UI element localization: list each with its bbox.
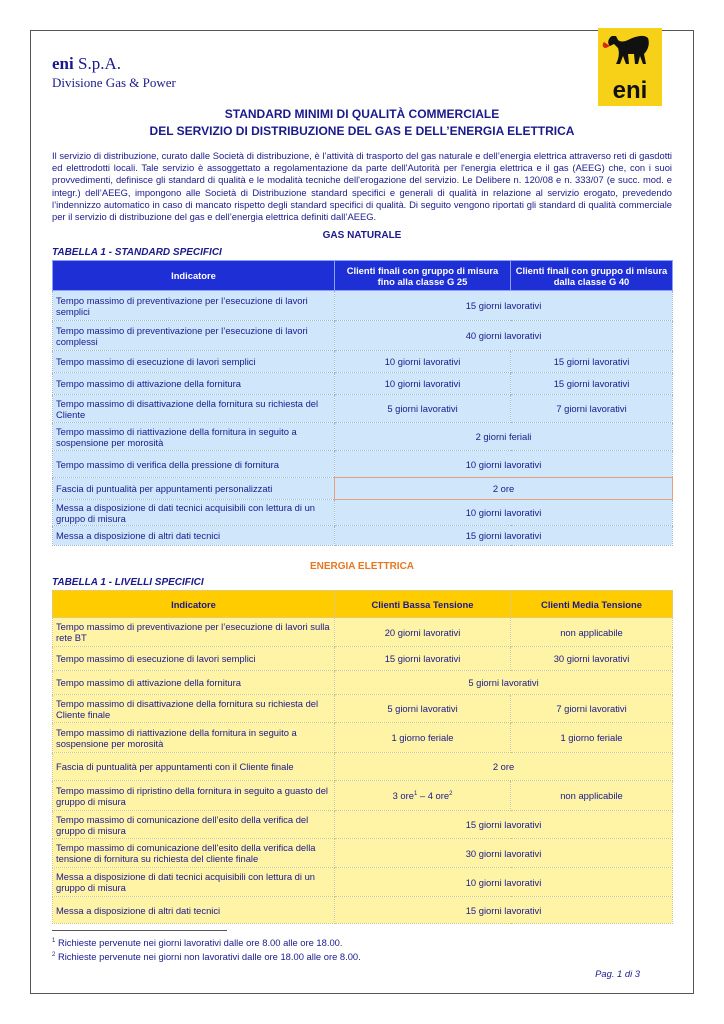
footnote-1 — [52, 935, 361, 949]
row-label: Tempo massimo di esecuzione di lavori semplici — [53, 351, 335, 373]
table-row — [53, 723, 673, 753]
footnote-text-1: Richieste pervenute nei giorni lavorativi dalle ore 8.00 alle ore 18.00. — [55, 937, 343, 949]
row-value: 10 giorni lavorativi — [335, 351, 511, 373]
footnote-2 — [52, 949, 361, 963]
gas-header-g25: Clienti finali con gruppo di misura fino alla classe G 25 — [335, 261, 511, 291]
gas-header-g40: Clienti finali con gruppo di misura dalla classe G 40 — [511, 261, 673, 291]
row-value: 15 giorni lavorativi — [335, 897, 673, 924]
logo-text: eni — [612, 77, 648, 104]
eni-logo — [598, 28, 662, 106]
footnote-ref-2: 2 — [449, 791, 453, 798]
row-value: 10 giorni lavorativi — [335, 500, 673, 526]
row-label: Fascia di puntualità per appuntamenti personalizzati — [53, 478, 335, 500]
row-value: 20 giorni lavorativi — [335, 618, 511, 647]
table-row — [53, 526, 673, 546]
intro-paragraph: Il servizio di distribuzione, curato dalle Società di distribuzione, è l’attività di trasporto del gas naturale e dell’energia elettrica attraverso reti di gasdotti ed elettrodotti locali. Tale servizio è assoggettato a regolamentazione da parte dell'Autorità per l'energia elettrica e il gas (AEEG) che, con i suoi provvedimenti, definisce gli standard di qualità e le modalità tecniche dell'erogazione del servizio. Le Delibere n. 120/08 e n. 333/07 (e succ. mod. e integr.) dell’AEEG, impongono alle Società di Distribuzione standard specifici e generali di qualità in relazione al servizio erogato, prevedendo l’indennizzo automatico in caso di mancato rispetto degli standard specifici di qualità. Di seguito vengono riportati gli standard di qualità commerciale per il servizio di distribuzione del gas e dell’energia elettrica definiti dall’AEEG. — [52, 150, 672, 223]
row-label: Tempo massimo di esecuzione di lavori semplici — [53, 647, 335, 671]
row-value: 5 giorni lavorativi — [335, 695, 511, 723]
table-row — [53, 897, 673, 924]
gas-header-indicator: Indicatore — [53, 261, 335, 291]
row-label: Tempo massimo di ripristino della fornitura in seguito a guasto del gruppo di misura — [53, 781, 335, 811]
row-label: Messa a disposizione di altri dati tecnici — [53, 526, 335, 546]
table-row — [53, 500, 673, 526]
row-label: Messa a disposizione di dati tecnici acquisibili con lettura di un gruppo di misura — [53, 500, 335, 526]
table-row — [53, 321, 673, 351]
electric-heading: ENERGIA ELETTRICA — [309, 561, 415, 572]
row-label: Tempo massimo di attivazione della fornitura — [53, 671, 335, 695]
row-value: 7 giorni lavorativi — [511, 695, 673, 723]
row-value: 5 giorni lavorativi — [335, 395, 511, 423]
row-value: 10 giorni lavorativi — [335, 373, 511, 395]
row-value: 15 giorni lavorativi — [335, 647, 511, 671]
row-label: Tempo massimo di disattivazione della fornitura su richiesta del Cliente — [53, 395, 335, 423]
table-row — [53, 478, 673, 500]
row-value: 1 giorno feriale — [511, 723, 673, 753]
table-row — [53, 373, 673, 395]
table-row — [53, 451, 673, 478]
gas-heading: GAS NATURALE — [322, 230, 402, 241]
row-label: Tempo massimo di attivazione della fornitura — [53, 373, 335, 395]
ele-header-bt: Clienti Bassa Tensione — [335, 591, 511, 618]
row-label: Messa a disposizione di dati tecnici acquisibili con lettura di un gruppo di misura — [53, 868, 335, 897]
table-row — [53, 781, 673, 811]
page-number: Pag. 1 di 3 — [595, 968, 640, 979]
row-value: 15 giorni lavorativi — [511, 373, 673, 395]
row-label: Tempo massimo di preventivazione per l’esecuzione di lavori sulla rete BT — [53, 618, 335, 647]
row-value: 2 giorni feriali — [335, 423, 673, 451]
value-part-b: – 4 ore — [417, 790, 450, 802]
table-row — [53, 811, 673, 839]
table-row — [53, 839, 673, 868]
electric-table-caption: TABELLA 1 - LIVELLI SPECIFICI — [52, 577, 204, 588]
table-row — [53, 753, 673, 781]
row-value: non applicabile — [511, 781, 673, 811]
row-value — [335, 781, 511, 811]
table-row — [53, 291, 673, 321]
gas-table-caption: TABELLA 1 - STANDARD SPECIFICI — [52, 247, 222, 258]
row-label: Tempo massimo di riattivazione della fornitura in seguito a sospensione per morosità — [53, 423, 335, 451]
row-value: 15 giorni lavorativi — [511, 351, 673, 373]
company-name-rest: S.p.A. — [73, 54, 121, 73]
table-row — [53, 695, 673, 723]
row-label: Tempo massimo di verifica della pressione di fornitura — [53, 451, 335, 478]
footnote-ref-1: 1 — [413, 791, 418, 798]
company-name-bold: eni — [52, 54, 74, 73]
row-value: 15 giorni lavorativi — [335, 291, 673, 321]
table-row — [53, 647, 673, 671]
division-name: Divisione Gas & Power — [52, 75, 176, 90]
row-label: Tempo massimo di comunicazione dell’esito della verifica del gruppo di misura — [53, 811, 335, 839]
ele-header-indicator: Indicatore — [53, 591, 335, 618]
row-value: 30 giorni lavorativi — [335, 839, 673, 868]
row-label: Tempo massimo di preventivazione per l’esecuzione di lavori complessi — [53, 321, 335, 351]
title-line-1: STANDARD MINIMI DI QUALITÀ COMMERCIALE — [224, 107, 500, 121]
row-label: Tempo massimo di disattivazione della fornitura su richiesta del Cliente finale — [53, 695, 335, 723]
row-value: non applicabile — [511, 618, 673, 647]
company-header — [52, 54, 176, 92]
row-value: 2 ore — [335, 753, 673, 781]
footnote-number-2: 2 — [52, 952, 56, 959]
row-value: 1 giorno feriale — [335, 723, 511, 753]
row-label: Messa a disposizione di altri dati tecnici — [53, 897, 335, 924]
row-value: 7 giorni lavorativi — [511, 395, 673, 423]
table-row — [53, 423, 673, 451]
footnote-text-2: Richieste pervenute nei giorni non lavorativi dalle ore 18.00 alle ore 8.00. — [55, 951, 361, 963]
title-line-2: DEL SERVIZIO DI DISTRIBUZIONE DEL GAS E DELL’ENERGIA ELETTRICA — [149, 124, 575, 138]
row-value: 15 giorni lavorativi — [335, 811, 673, 839]
row-value: 10 giorni lavorativi — [335, 868, 673, 897]
electric-levels-table — [52, 590, 673, 924]
table-row — [53, 618, 673, 647]
row-value: 10 giorni lavorativi — [335, 451, 673, 478]
row-value: 15 giorni lavorativi — [335, 526, 673, 546]
value-part-a: 3 ore — [392, 790, 414, 802]
table-row — [53, 671, 673, 695]
row-value: 5 giorni lavorativi — [335, 671, 673, 695]
table-row — [53, 351, 673, 373]
table-row — [53, 395, 673, 423]
table-row — [53, 868, 673, 897]
row-label: Tempo massimo di riattivazione della fornitura in seguito a sospensione per morosità — [53, 723, 335, 753]
gas-standards-table — [52, 260, 673, 546]
ele-header-mt: Clienti Media Tensione — [511, 591, 673, 618]
row-value: 30 giorni lavorativi — [511, 647, 673, 671]
row-label: Fascia di puntualità per appuntamenti con il Cliente finale — [53, 753, 335, 781]
row-label: Tempo massimo di preventivazione per l’esecuzione di lavori semplici — [53, 291, 335, 321]
footnote-divider — [52, 930, 227, 931]
document-title — [52, 106, 672, 140]
row-value: 40 giorni lavorativi — [335, 321, 673, 351]
footnotes — [52, 935, 361, 963]
row-label: Tempo massimo di comunicazione dell’esito della verifica della tensione di fornitura su richiesta del cliente finale — [53, 839, 335, 868]
row-value: 2 ore — [335, 478, 673, 500]
footnote-number-1: 1 — [52, 938, 56, 944]
